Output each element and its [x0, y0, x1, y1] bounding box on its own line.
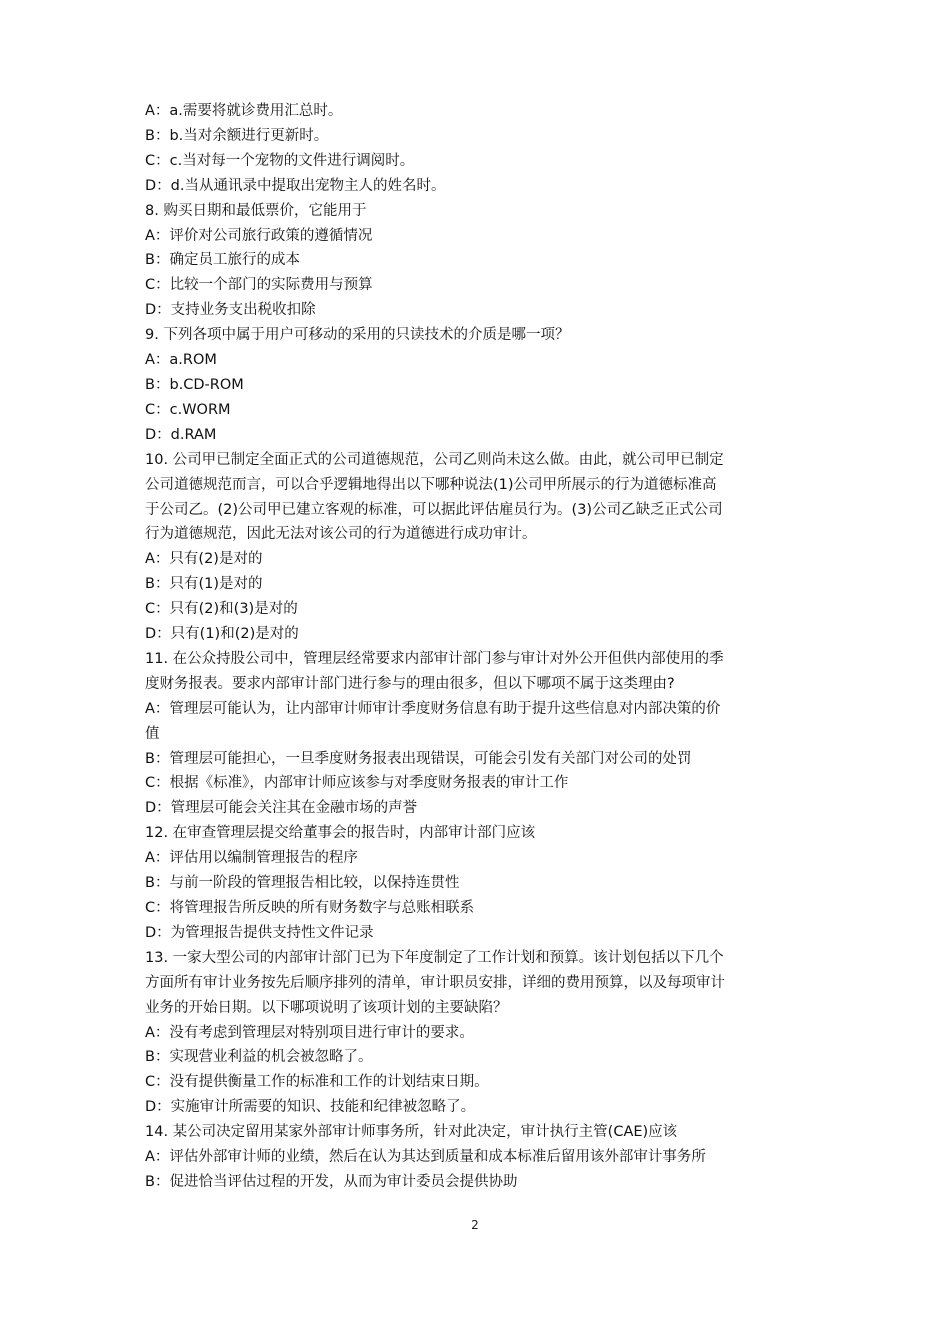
text-line: B：与前一阶段的管理报告相比较，以保持连贯性	[145, 875, 460, 892]
question-line: 于公司乙。(2)公司甲已建立客观的标准，可以据此评估雇员行为。(3)公司乙缺乏正式公司	[145, 501, 723, 518]
text-line: A：评估用以编制管理报告的程序	[145, 850, 358, 867]
text-line: B：管理层可能担心，一旦季度财务报表出现错误，可能会引发有关部门对公司的处罚	[145, 750, 692, 767]
question-line: 8. 购买日期和最低票价，它能用于	[145, 202, 367, 219]
question-line: 度财务报表。要求内部审计部门进行参与的理由很多，但以下哪项不属于这类理由?	[145, 675, 675, 692]
text-line: C：根据《标准》，内部审计师应该参与对季度财务报表的审计工作	[145, 775, 569, 792]
text-line: A：只有(2)是对的	[145, 551, 263, 568]
text-line: D：d.RAM	[145, 426, 217, 443]
question-line: 11. 在公众持股公司中，管理层经常要求内部审计部门参与审计对外公开但供内部使用的季	[145, 650, 724, 667]
text-line: A：评估外部审计师的业绩，然后在认为其达到质量和成本标准后留用该外部审计事务所	[145, 1149, 706, 1166]
text-line: 值	[145, 725, 160, 742]
text-line: A：管理层可能认为，让内部审计师审计季度财务信息有助于提升这些信息对内部决策的价	[145, 700, 721, 717]
text-line: B：b.CD-ROM	[145, 376, 244, 393]
text-line: A：a.ROM	[145, 352, 217, 369]
text-line: C：c.当对每一个宠物的文件进行调阅时。	[145, 152, 415, 169]
question-line: 9. 下列各项中属于用户可移动的采用的只读技术的介质是哪一项？	[145, 327, 570, 344]
text-line: B：只有(1)是对的	[145, 576, 263, 593]
question-line: 12. 在审查管理层提交给董事会的报告时，内部审计部门应该	[145, 825, 536, 842]
question-line: 行为道德规范，因此无法对该公司的行为道德进行成功审计。	[145, 526, 537, 543]
text-line: A：a.需要将就诊费用汇总时。	[145, 103, 343, 119]
text-line: B：实现营业利益的机会被忽略了。	[145, 1049, 373, 1066]
page-body	[145, 99, 817, 1195]
text-line: B：确定员工旅行的成本	[145, 252, 300, 269]
question-line: 业务的开始日期。以下哪项说明了该项计划的主要缺陷？	[145, 999, 508, 1016]
question-line: 14. 某公司决定留用某家外部审计师事务所，针对此决定，审计执行主管(CAE)应该	[145, 1124, 678, 1141]
text-line: C：只有(2)和(3)是对的	[145, 601, 298, 618]
question-line: 方面所有审计业务按先后顺序排列的清单，审计职员安排，详细的费用预算，以及每项审计	[145, 974, 725, 991]
text-line: C：没有提供衡量工作的标准和工作的计划结束日期。	[145, 1074, 489, 1091]
text-line: D：d.当从通讯录中提取出宠物主人的姓名时。	[145, 177, 446, 194]
text-line: D：支持业务支出税收扣除	[145, 302, 316, 319]
text-line: D：只有(1)和(2)是对的	[145, 626, 299, 643]
question-line: 公司道德规范而言，可以合乎逻辑地得出以下哪种说法(1)公司甲所展示的行为道德标准高	[145, 476, 717, 493]
text-line: D：管理层可能会关注其在金融市场的声誉	[145, 800, 418, 817]
question-line: 13. 一家大型公司的内部审计部门已为下年度制定了工作计划和预算。该计划包括以下几个	[145, 949, 724, 966]
text-line: A：评价对公司旅行政策的遵循情况	[145, 227, 373, 244]
text-line: C：比较一个部门的实际费用与预算	[145, 277, 373, 294]
text-line: D：为管理报告提供支持性文件记录	[145, 924, 374, 941]
text-line: A：没有考虑到管理层对特别项目进行审计的要求。	[145, 1024, 474, 1041]
text-line: C：c.WORM	[145, 401, 231, 418]
text-line: C：将管理报告所反映的所有财务数字与总账相联系	[145, 900, 475, 916]
text-line: B：b.当对余额进行更新时。	[145, 127, 329, 144]
page-number: 2	[471, 1218, 479, 1232]
text-line: B：促进恰当评估过程的开发，从而为审计委员会提供协助	[145, 1173, 518, 1190]
question-line: 10. 公司甲已制定全面正式的公司道德规范，公司乙则尚未这么做。由此，就公司甲已制定	[145, 451, 724, 468]
text-line: D：实施审计所需要的知识、技能和纪律被忽略了。	[145, 1099, 476, 1116]
